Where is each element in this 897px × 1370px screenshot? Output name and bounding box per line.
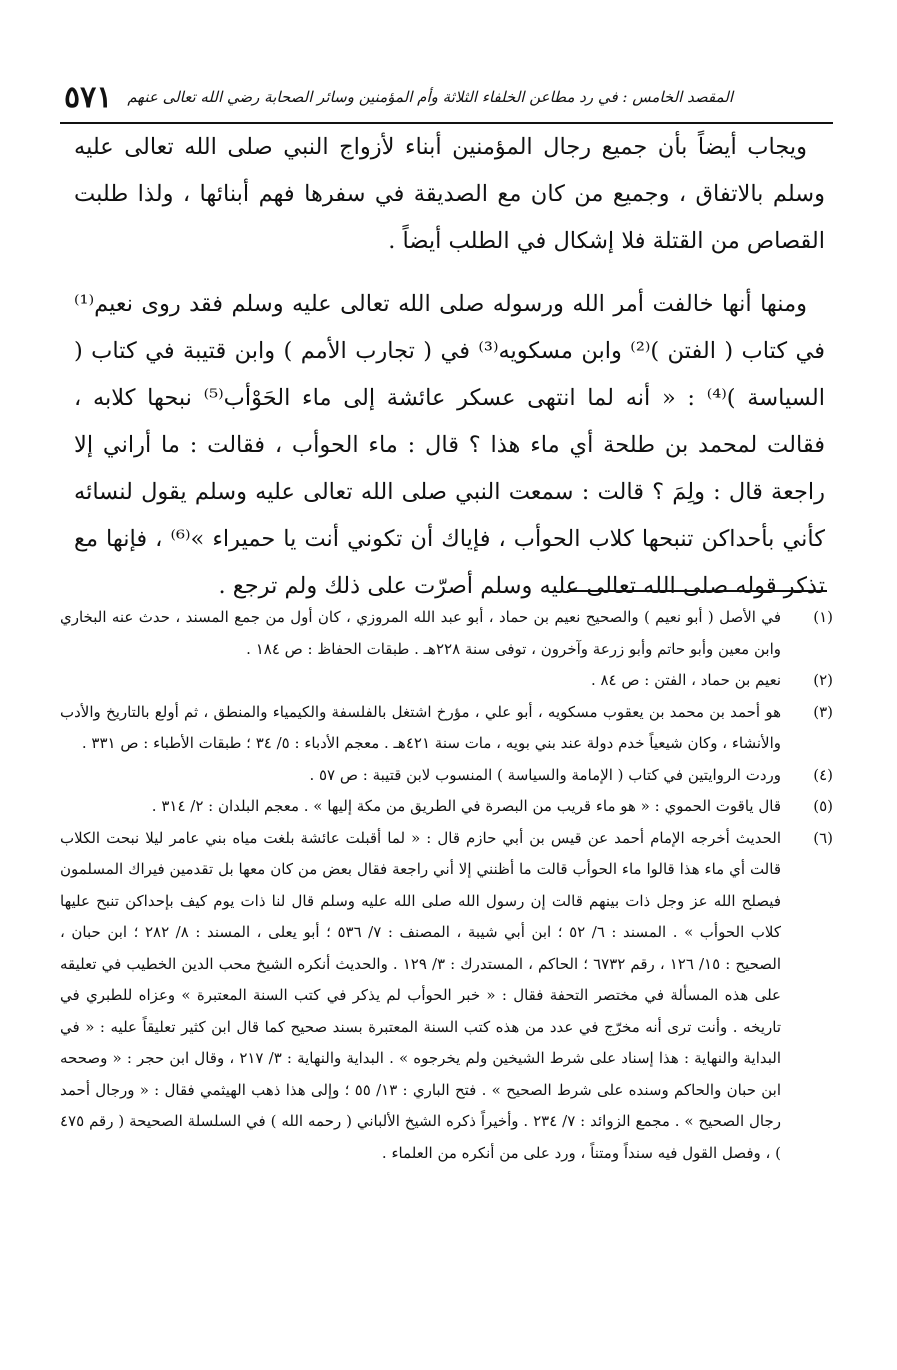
footnote-text: الحديث أخرجه الإمام أحمد عن قيس بن أبي حازم قال : « لما أقبلت عائشة بلغت مياه بني عامر ليلا نبحت الكلاب قالت أي ماء هذا قالوا ماء الحوأب قالت ما أظنني إلا أني راجعة فقال بعض من كان معها بل تقدمين فيراك المسلمون فيصلح الله عز وجل ذات بينهم قالت إن رسول الله صلى الله عليه وسلم قال لنا ذات يوم كيف بإحداكن تنبح عليها كلاب الحوأب » . المسند : ٦/ ٥٢ ؛ ابن أبي شيبة ، المصنف : ٧/ ٥٣٦ ؛ أبو يعلى ، المسند : ٨/ ٢٨٢ ؛ ابن حبان ، الصحيح : ١٥/ ١٢٦ ، رقم ٦٧٣٢ ؛ الحاكم ، المستدرك : ٣/ ١٢٩ . والحديث أنكره الشيخ محب الدين الخطيب في تعليقه على هذه المسألة في مختصر التحفة فقال : « خبر الحوأب لم يذكر في كتب السنة المعتبرة » وعزاه للطبري في تاريخه . وأنت ترى أنه مخرّج في عدد من هذه كتب السنة المعتبرة بسند صحيح كما قال ابن كثير تعليقاً عليه : « في البداية والنهاية : هذا إسناد على شرط الشيخين ولم يخرجوه » . البداية والنهاية : ٣/ ٢١٧ ، وقال ابن حجر : « وصححه ابن حبان والحاكم وسنده على شرط الصحيح » . فتح الباري : ١٣/ ٥٥ ؛ وإلى هذا ذهب الهيثمي فقال : « ورجال أحمد رجال الصحيح » . مجمع الزوائد : ٧/ ٢٣٤ . وأخيراً ذكره الشيخ الألباني ( رحمه الله ) في السلسلة الصحيحة ( رقم ٤٧٥ ) ، وفصل القول فيه سنداً ومتناً ، ورد على من أنكره من العلماء . [60,828,782,1162]
paragraph [74,281,825,610]
footnote-number: (٥) [813,797,833,815]
footnote-number: (٣) [813,702,833,721]
running-title: المقصد الخامس : في رد مطاعن الخلفاء الثلاثة وأم المؤمنين وسائر الصحابة رضي الله تعالى عنهم [127,88,733,106]
footnote-text: نعيم بن حماد ، الفتن : ص ٨٤ . [590,671,781,689]
footnote-number: (٢) [813,671,833,689]
footnote-number: (٤) [813,765,833,784]
footnote-text: في الأصل ( أبو نعيم ) والصحيح نعيم بن حماد ، أبو عبد الله المروزي ، كان أول من جمع المسند ، حدث عنه البخاري وابن معين وأبو حاتم وأبو زرعة وآخرون ، توفى سنة ٢٢٨هـ . طبقات الحفاظ : ص ١٨٤ . [60,608,781,658]
footnote [60,823,833,1170]
footnote-text: هو أحمد بن محمد بن يعقوب مسكويه ، أبو علي ، مؤرخ اشتغل بالفلسفة والكيمياء والمنطق ، ثم أولع بالتاريخ والأدب والأنشاء ، وكان شيعياً خدم دولة عند بني بويه ، مات سنة ٤٢١هـ . معجم الأدباء : ٥/ ٣٤ ؛ طبقات الأطباء : ص ٣٣١ . [60,702,781,752]
footnote [60,665,833,697]
page-header [60,80,833,120]
paragraph [74,124,825,265]
footnote-text: قال ياقوت الحموي : « هو ماء قريب من البصرة في الطريق من مكة إليها » . معجم البلدان : ٢/ ٣١٤ . [151,797,781,815]
page-number: ٥٧١ [64,80,113,115]
footnote-number: (١) [813,608,833,626]
footnote-text: وردت الروايتين في كتاب ( الإمامة والسياسة ) المنسوب لابن قتيبة : ص ٥٧ . [309,765,781,784]
footnote-separator [567,590,827,592]
main-text [74,124,825,610]
footnote [60,697,833,760]
footnote [60,760,833,792]
footnote [60,602,833,665]
footnotes [60,602,833,1169]
footnote-number: (٦) [813,828,833,847]
paragraph-text: ومنها أنها خالفت أمر الله ورسوله صلى الله تعالى عليه وسلم فقد روى نعيم⁽¹⁾ في كتاب ( الفتن )⁽²⁾ وابن مسكويه⁽³⁾ في ( تجارب الأمم ) وابن قتيبة في كتاب ( السياسة )⁽⁴⁾ : « أنه لما انتهى عسكر عائشة إلى ماء الحَوْأب⁽⁵⁾ نبحها كلابه ، فقالت لمحمد بن طلحة أي ماء هذا ؟ قال : ماء الحوأب ، فقالت : ما أراني إلا راجعة قال : ولِمَ ؟ قالت : سمعت النبي صلى الله تعالى عليه وسلم يقول لنسائه كأني بأحداكن تنبحها كلاب الحوأب ، فإياك أن تكوني أنت يا حميراء »⁽⁶⁾ ، فإنها مع تذكر قوله صلى الله تعالى عليه وسلم أصرّت على ذلك ولم ترجع . [74,291,825,599]
footnote [60,791,833,823]
paragraph-text: ويجاب أيضاً بأن جميع رجال المؤمنين أبناء لأزواج النبي صلى الله تعالى عليه وسلم بالاتفاق ، وجميع من كان مع الصديقة في سفرها فهم أبنائها ، ولذا طلبت القصاص من القتلة فلا إشكال في الطلب أيضاً . [74,134,825,254]
